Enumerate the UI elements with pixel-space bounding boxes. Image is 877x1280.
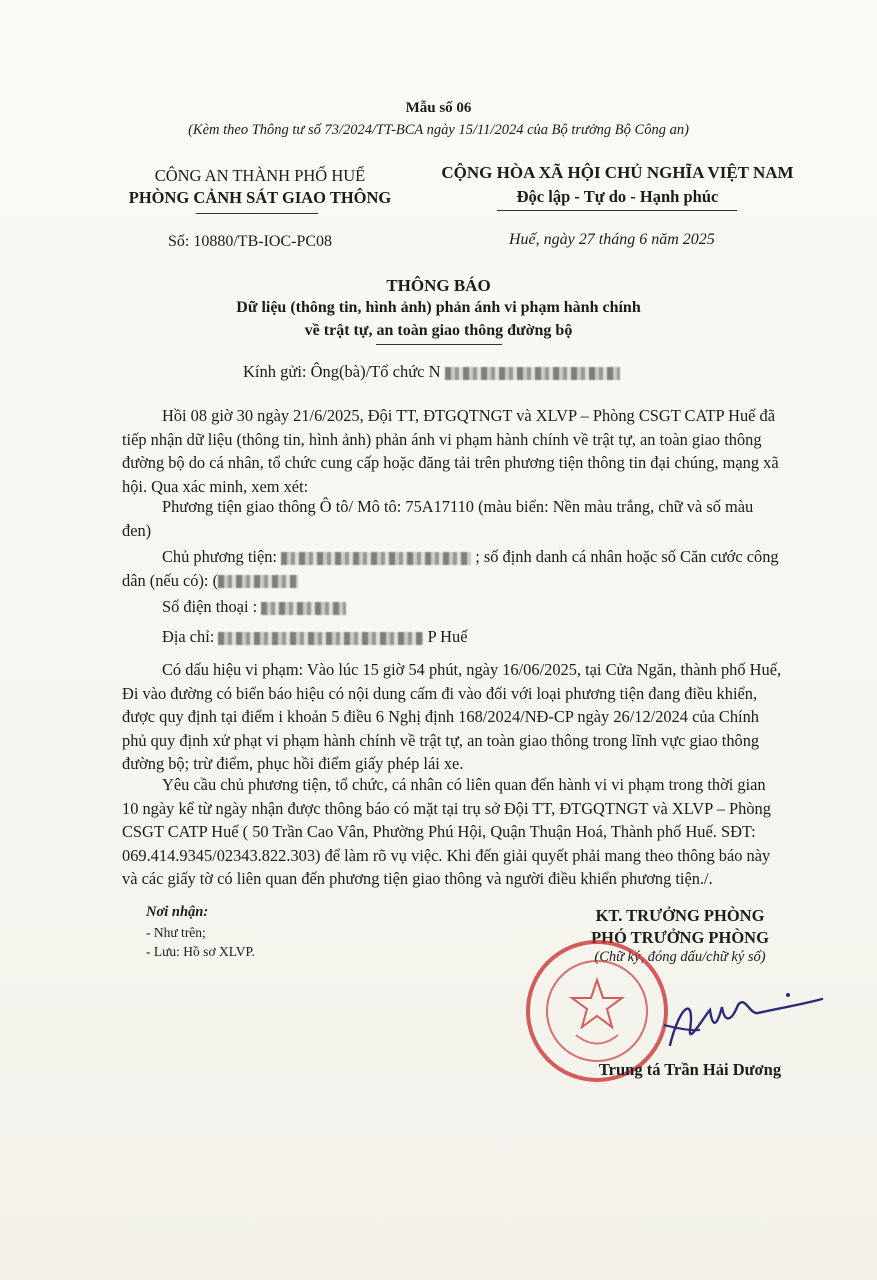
signature-title-1: KT. TRƯỞNG PHÒNG [595, 906, 765, 925]
nation-name: CỘNG HÒA XÃ HỘI CHỦ NGHĨA VIỆT NAM [441, 163, 794, 182]
phone-label: Số điện thoại : [162, 597, 262, 616]
form-reference: (Kèm theo Thông tư số 73/2024/TT-BCA ngày 15/11/2024 của Bộ trưởng Bộ Công an) [188, 122, 689, 138]
recipients-item-1: - Như trên; [146, 925, 206, 940]
agency-name: PHÒNG CẢNH SÁT GIAO THÔNG [128, 188, 392, 207]
address-suffix: P Huế [427, 627, 468, 646]
recipient-line [243, 362, 620, 382]
redacted-recipient [445, 367, 620, 380]
recipient-label: Kính gửi: Ông(bà)/Tổ chức N [243, 362, 441, 381]
document-number: Số: 10880/TB-IOC-PC08 [168, 233, 333, 250]
signer-name: Trung tá Trần Hải Dương [598, 1060, 782, 1079]
handwritten-signature [650, 985, 830, 1065]
agency-parent: CÔNG AN THÀNH PHỐ HUẾ [154, 166, 366, 185]
address-label: Địa chỉ: [162, 627, 219, 646]
notice-title: THÔNG BÁO [386, 276, 491, 295]
redacted-id-number [218, 575, 298, 588]
form-number: Mẫu số 06 [405, 100, 472, 116]
agency-underline [196, 213, 318, 214]
notice-subtitle-1: Dữ liệu (thông tin, hình ảnh) phản ánh vi phạm hành chính [236, 299, 641, 316]
recipients-title: Nơi nhận: [146, 904, 209, 920]
redacted-owner-name [281, 552, 471, 565]
redacted-phone [261, 602, 346, 615]
owner-suffix: ; số định danh cá nhân hoặc số Căn cước công dân (nếu có): ( [122, 547, 779, 590]
title-underline [376, 344, 502, 345]
paragraph-request: Yêu cầu chủ phương tiện, tổ chức, cá nhân có liên quan đến hành vi vi phạm trong thời gian 10 ngày kể từ ngày nhận được thông báo có mặt tại trụ sở Đội TT, ĐTGQTNGT và XLVP – Phòng CSGT CATP Huế ( 50 Trần Cao Vân, Phường Phú Hội, Quận Thuận Hoá, Thành phố Huế. SĐT: 069.414.9345/02343.822.303) để làm rõ vụ việc. Khi đến giải quyết phải mang theo thông báo này và các giấy tờ có liên quan đến phương tiện giao thông và người điều khiển phương tiện./. [122, 775, 771, 888]
notice-subtitle-2: về trật tự, an toàn giao thông đường bộ [304, 322, 573, 339]
paragraph-owner [122, 545, 782, 592]
owner-label: Chủ phương tiện: [162, 547, 282, 566]
signature-note: (Chữ ký, đóng dấu/chữ ký số) [594, 949, 766, 965]
paragraph-vehicle: Phương tiện giao thông Ô tô/ Mô tô: 75A17110 (màu biển: Nền màu trắng, chữ và số màu đen) [122, 497, 754, 540]
paragraph-address [122, 625, 782, 649]
signature-title-2: PHÓ TRƯỞNG PHÒNG [591, 928, 769, 947]
recipients-item-2: - Lưu: Hồ sơ XLVP. [146, 944, 255, 959]
redacted-address [218, 632, 423, 645]
paragraph-receipt: Hồi 08 giờ 30 ngày 21/6/2025, Đội TT, ĐTGQTNGT và XLVP – Phòng CSGT CATP Huế đã tiếp nhận dữ liệu (thông tin, hình ảnh) phản ánh vi phạm hành chính về trật tự, an toàn giao thông đường bộ do cá nhân, tổ chức cung cấp hoặc đăng tải trên phương tiện thông tin đại chúng, mạng xã hội. Qua xác minh, xem xét: [122, 406, 779, 496]
motto-underline [497, 210, 737, 211]
paragraph-phone [122, 595, 782, 619]
paragraph-violation: Có dấu hiệu vi phạm: Vào lúc 15 giờ 54 phút, ngày 16/06/2025, tại Cửa Ngăn, thành phố Huế, Đi vào đường có biển báo hiệu có nội dung cấm đi vào đối với loại phương tiện đang điều khiển, được quy định tại điểm i khoản 5 điều 6 Nghị định 168/2024/NĐ-CP ngày 26/12/2024 của Chính phủ quy định xử phạt vi phạm hành chính về trật tự, an toàn giao thông trong lĩnh vực giao thông đường bộ; trừ điểm, phục hồi điểm giấy phép lái xe. [122, 660, 782, 773]
place-date: Huế, ngày 27 tháng 6 năm 2025 [509, 231, 715, 248]
national-motto: Độc lập - Tự do - Hạnh phúc [516, 187, 719, 206]
